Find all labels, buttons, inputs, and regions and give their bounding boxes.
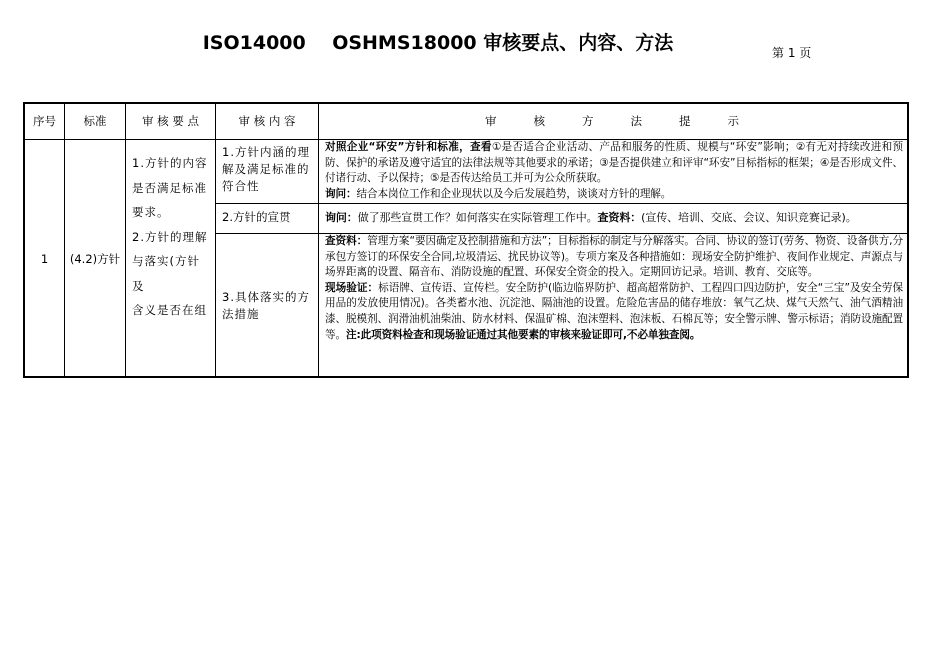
header-method-char: 提 [679, 114, 691, 128]
key-point-line: 是否满足标准 [132, 180, 207, 195]
row-seq: 1 [40, 251, 49, 266]
method-paragraph [325, 281, 903, 343]
header-method [319, 104, 907, 139]
audit-table [23, 102, 909, 378]
method-label: 查资料： [325, 235, 368, 247]
header-seq: 序号 [33, 114, 56, 128]
method-text: ①是否适合企业活动、产品和服务的性质、规模与“环安”影响；②有无对持续改进和预防、保护的承诺及遵守适宜的法律法规等其他要求的承诺；③是否提供建立和评审“环安”目标指标的框架；④是否形成文件、付诸行动、予以保持；⑤是否传达给员工并可为公众所获取。 [325, 141, 903, 185]
header-method-char: 示 [727, 114, 739, 128]
key-point-line: 含义是否在组 [132, 303, 207, 317]
header-standard: 标准 [83, 114, 107, 128]
method-text: 管理方案“要因确定及控制措施和方法”；目标指标的制定与分解落实。合同、协议的签订(劳务、物资、设备供方,分承包方签订的环保安全合同,垃圾清运、扰民协议等)。专项方案及各种措施如：现场安全防护维护、夜间作业规定、声源点与场界距离的设置、隔音布、消防设施的配置、环保安全资金的投入。定期回访记录。培训、教育、交底等。 [325, 235, 903, 279]
method-text: 做了那些宣贯工作？如何落实在实际管理工作中。 [357, 211, 598, 224]
method-label: 询问： [325, 211, 358, 224]
method-text: 结合本岗位工作和企业现状以及今后发展趋势，谈谈对方针的理解。 [356, 187, 672, 200]
row-standard: (4.2)方针 [69, 251, 121, 266]
method-text: (宣传、培训、交底、会议、知识竞赛记录)。 [641, 211, 857, 224]
method-paragraph [325, 234, 903, 281]
key-point-line: 2.方针的理解 [132, 229, 208, 244]
method-cell [319, 140, 907, 203]
key-point-line: 与落实(方针及 [132, 254, 200, 293]
method-paragraph [325, 187, 903, 203]
method-label: 现场验证： [325, 281, 379, 294]
key-point-line: 1.方针的内容 [132, 156, 208, 170]
header-method-char: 审 [485, 114, 497, 128]
row-key-points [126, 140, 215, 378]
content-cell: 3.具体落实的方法措施 [222, 290, 310, 321]
method-note: 注:此项资料检查和现场验证通过其他要素的审核来验证即可,不必单独查阅。 [346, 328, 701, 341]
method-paragraph [325, 210, 903, 226]
header-method-char: 方 [582, 114, 594, 128]
content-cell: 2.方针的宣贯 [222, 210, 291, 224]
method-paragraph [325, 140, 903, 187]
method-text: 标语牌、宣传语、宣传栏。安全防护(临边临界防护、超高超常防护、工程四口四边防护，安全“三宝”及安全劳保用品的发放使用情况)。各类蓄水池、沉淀池、隔油池的设置。危险危害品的储存堆放：氧气乙炔、煤气天然气、油气酒精油漆、脱模剂、润滑油机油柴油、防水材料、保温矿棉、泡沫塑料、泡沫板、石棉瓦等；安全警示牌、警示标语；消防设施配置等。 [325, 281, 903, 341]
document-title: ISO14000 OSHMS18000 审核要点、内容、方法 [202, 32, 674, 54]
method-cell [319, 204, 907, 233]
method-label: 查资料： [597, 211, 642, 224]
header-method-char: 法 [630, 114, 642, 128]
method-label: 对照企业“环安”方针和标准，查看 [325, 141, 492, 153]
method-cell [319, 234, 907, 378]
header-key-points: 审 核 要 点 [142, 114, 199, 128]
key-point-line: 要求。 [132, 205, 170, 219]
method-label: 询问： [325, 187, 357, 200]
content-cell: 1.方针内涵的理解及满足标准的符合性 [222, 145, 310, 193]
header-content: 审 核 内 容 [238, 114, 296, 128]
header-method-char: 核 [533, 114, 545, 128]
page-number: 第 1 页 [772, 46, 812, 60]
